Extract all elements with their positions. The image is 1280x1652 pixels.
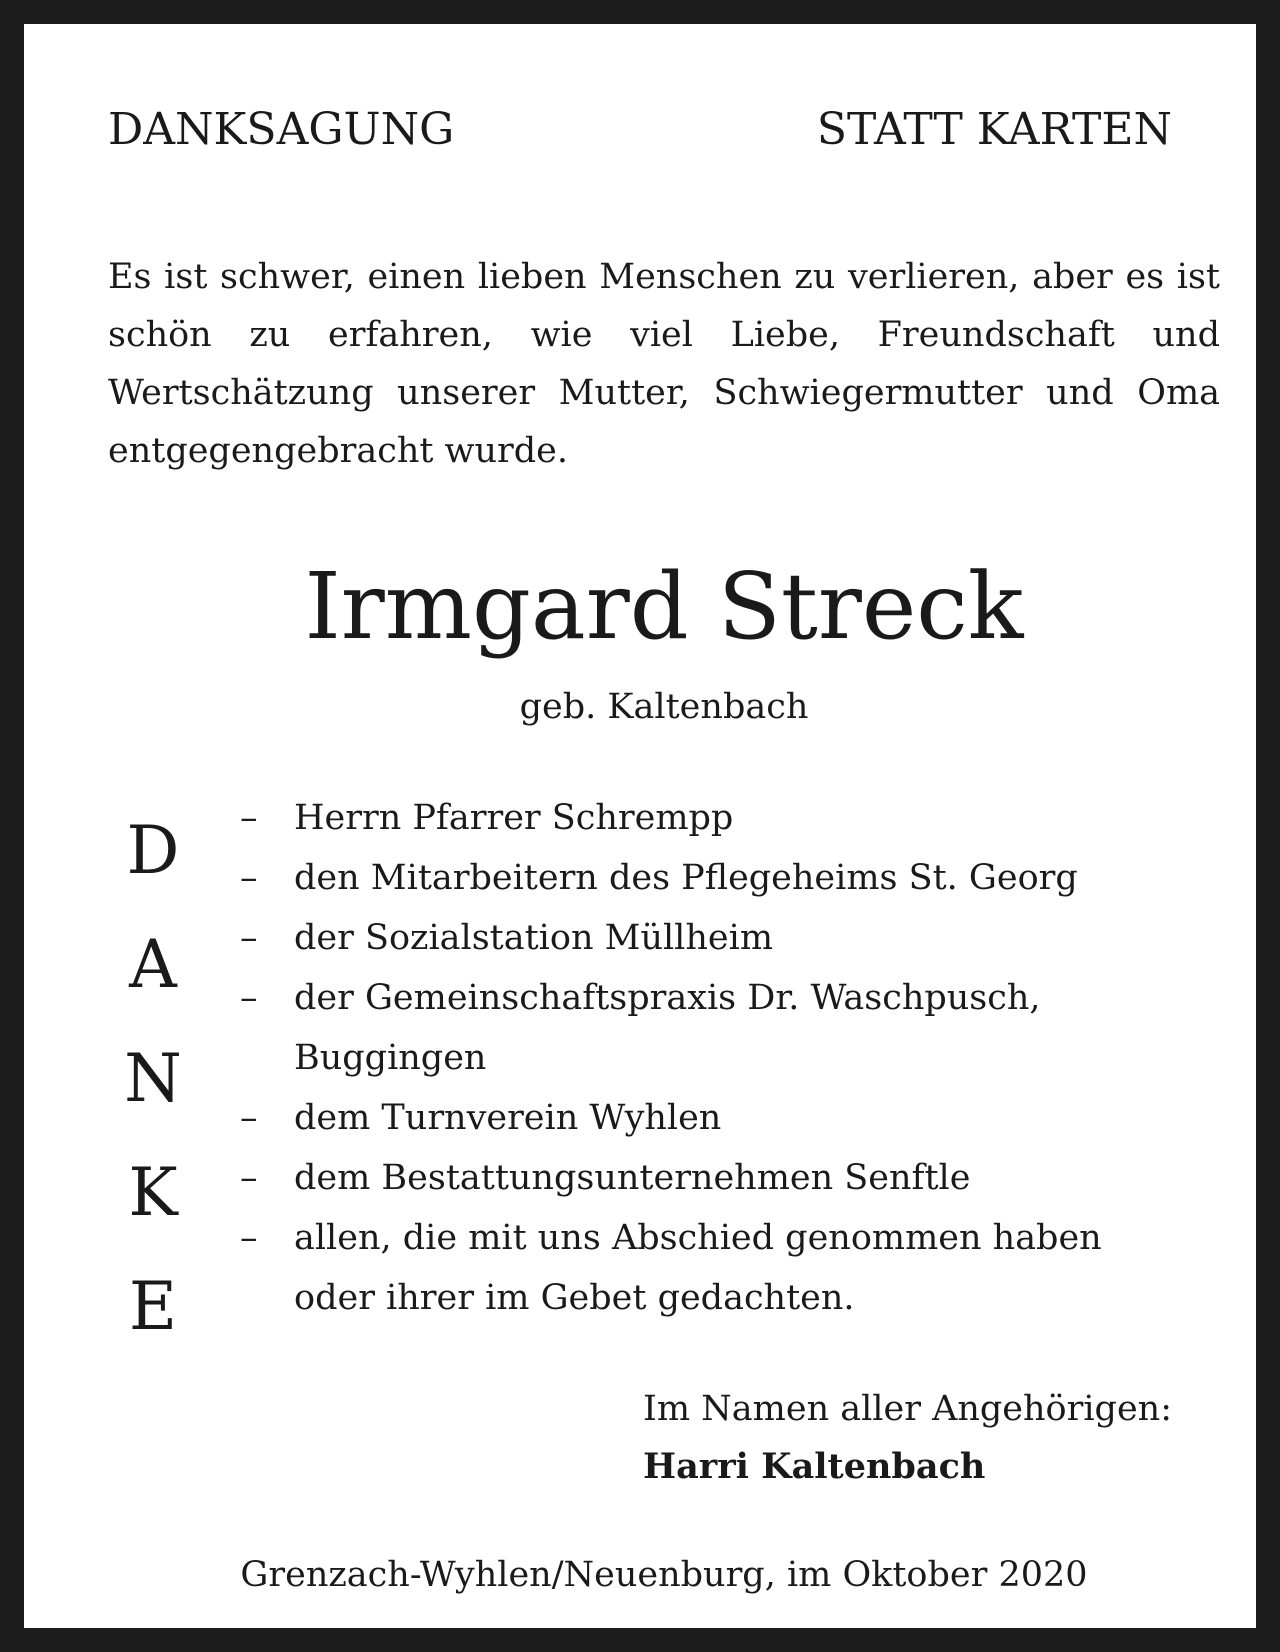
header-danksagung: DANKSAGUNG [108,104,455,155]
dash-bullet: – [240,1098,258,1138]
danke-letter: A [129,926,177,1003]
danke-letter: E [128,1268,178,1345]
dash-bullet: – [240,858,258,898]
signoff [643,1380,1172,1496]
maiden-name: geb. Kaltenbach [519,687,809,727]
dash-bullet: – [240,798,258,838]
list-item [240,908,1240,968]
list-item [240,1088,1240,1148]
list-item-text: dem Turnverein Wyhlen [294,1098,722,1138]
danke-letter: D [126,812,180,889]
list-item-text: Buggingen [294,1038,487,1078]
list-item-text: dem Bestattungsunternehmen Senftle [294,1158,971,1198]
dash-bullet: – [240,978,258,1018]
header-statt-karten: STATT KARTEN [816,104,1172,155]
list-item-text: den Mitarbeitern des Pflegeheims St. Georg [294,858,1078,898]
danke-letter: N [124,1040,182,1117]
dash-bullet: – [240,918,258,958]
dash-bullet: – [240,1158,258,1198]
deceased-name: Irmgard Streck [304,553,1024,660]
list-item-text: der Sozialstation Müllheim [294,918,774,958]
danke-letter: K [128,1154,178,1231]
intro-text: Es ist schwer, einen lieben Menschen zu verlieren, aber es ist schön zu erfahren, wie viel Liebe, Freundschaft und Wertschätzung unserer Mutter, Schwiegermutter und Oma entgegengebracht wurde. [108,257,1220,471]
signoff-text: Im Namen aller Angehörigen: [643,1389,1172,1429]
list-item-text: der Gemeinschaftspraxis Dr. Waschpusch, [294,978,1041,1018]
list-item [240,788,1240,848]
signoff-name: Harri Kaltenbach [643,1446,986,1487]
list-item [240,848,1240,908]
danke-vertical [108,794,198,1364]
thanks-list [240,788,1240,1328]
list-item-text: Herrn Pfarrer Schrempp [294,798,734,838]
list-item [240,968,1240,1088]
place-date: Grenzach-Wyhlen/Neuenburg, im Oktober 2020 [240,1555,1088,1595]
dash-bullet: – [240,1218,258,1258]
list-item-text: oder ihrer im Gebet gedachten. [294,1278,855,1318]
list-item [240,1148,1240,1208]
list-item [240,1208,1240,1328]
list-item-text: allen, die mit uns Abschied genommen haben [294,1218,1102,1258]
